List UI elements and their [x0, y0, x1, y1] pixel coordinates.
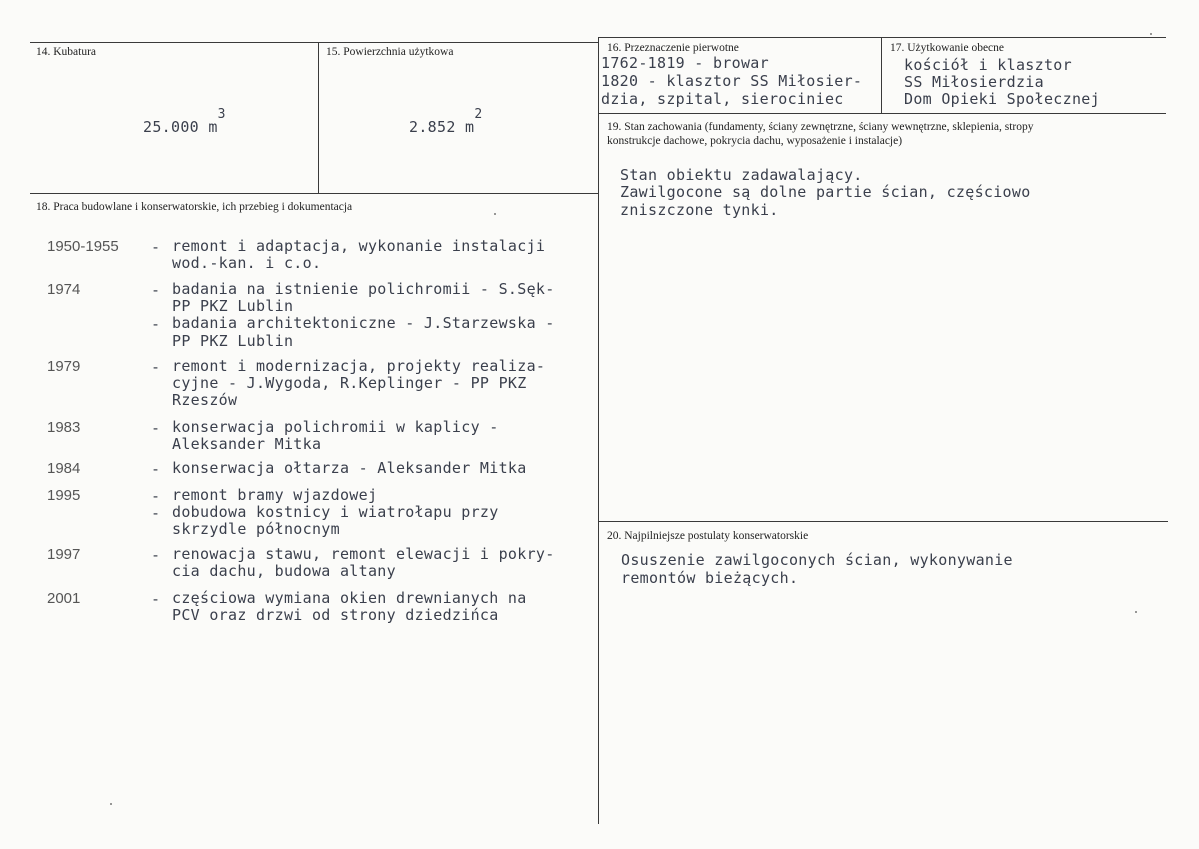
field18-year: 1983	[47, 419, 81, 436]
field18-item-line: PCV oraz drzwi od strony dziedzińca	[172, 606, 499, 625]
field20-label: 20. Najpilniejsze postulaty konserwatorskie	[607, 530, 809, 542]
field18-item-line: remont i adaptacja, wykonanie instalacji	[172, 237, 546, 255]
field18-item-line: Aleksander Mitka	[172, 435, 322, 454]
field14-value	[143, 107, 226, 137]
field17-line-3: Dom Opieki Społecznej	[904, 90, 1100, 108]
field20-line-1: Osuszenie zawilgoconych ścian, wykonywanie	[621, 551, 1013, 569]
field18-year: 1995	[47, 487, 81, 504]
rule-under-19	[599, 521, 1168, 522]
field18-year: 1950-1955	[47, 238, 119, 255]
field19-label-line-1: 19. Stan zachowania (fundamenty, ściany zewnętrzne, ściany wewnętrzne, sklepienia, stropy	[607, 121, 1034, 133]
rule-under-14-15	[30, 193, 598, 194]
field18-bullet-dash: -	[151, 358, 161, 376]
field18-bullet-dash: -	[151, 487, 161, 505]
field19-label-line-2: konstrukcje dachowe, pokrycia dachu, wyposażenie i instalacje)	[607, 135, 903, 147]
field18-item-line: PP PKZ Lublin	[172, 297, 294, 316]
field19-line-2: Zawilgocone są dolne partie ścian, częściowo	[620, 183, 1031, 201]
field18-item-line: konserwacja ołtarza - Aleksander Mitka	[172, 459, 527, 477]
field18-bullet-dash: -	[151, 546, 161, 564]
scan-speck	[110, 803, 112, 805]
field18-year: 1984	[47, 460, 81, 477]
field18-bullet-dash: -	[151, 419, 161, 437]
field16-label: 16. Przeznaczenie pierwotne	[607, 42, 739, 54]
field14-number: 25.000 m	[143, 118, 218, 136]
field18-bullet-dash: -	[151, 590, 161, 608]
field18-item-line: remont bramy wjazdowej	[172, 486, 378, 504]
field18-item-line: remont i modernizacja, projekty realiza-	[172, 357, 546, 375]
field18-item-line: cia dachu, budowa altany	[172, 562, 396, 581]
field18-label: 18. Praca budowlane i konserwatorskie, ich przebieg i dokumentacja	[36, 201, 353, 213]
field14-label: 14. Kubatura	[36, 46, 97, 58]
field19-line-3: zniszczone tynki.	[620, 201, 779, 219]
field15-number: 2.852 m	[409, 118, 475, 136]
field16-line-3: dzia, szpital, sierociniec	[601, 90, 844, 108]
field18-item-line: konserwacja polichromii w kaplicy -	[172, 418, 499, 436]
field18-item-line: dobudowa kostnicy i wiatrołapu przy	[172, 503, 499, 522]
field18-item-line: badania na istnienie polichromii - S.Sęk-	[172, 280, 555, 298]
field17-label: 17. Użytkowanie obecne	[890, 42, 1005, 54]
field18-bullet-dash: -	[151, 281, 161, 299]
field18-item-line: badania architektoniczne - J.Starzewska -	[172, 314, 555, 333]
field18-bullet-dash: -	[151, 315, 161, 334]
field14-exponent: 3	[217, 107, 226, 122]
field18-year: 2001	[47, 590, 81, 607]
field18-item-line: PP PKZ Lublin	[172, 331, 294, 350]
field18-bullet-dash: -	[151, 504, 161, 523]
field18-item-line: skrzydle północnym	[172, 520, 340, 539]
scan-speck	[1135, 611, 1137, 613]
field18-year: 1979	[47, 358, 81, 375]
divider-14-15	[318, 42, 319, 194]
scan-speck	[494, 213, 496, 215]
field15-label: 15. Powierzchnia użytkowa	[326, 46, 454, 58]
field18-item-line: renowacja stawu, remont elewacji i pokry-	[172, 545, 555, 563]
field20-line-2: remontów bieżących.	[621, 569, 799, 587]
field18-item-line: Rzeszów	[172, 391, 238, 410]
field18-item-line: wod.-kan. i c.o.	[172, 254, 322, 273]
field15-value	[409, 107, 483, 137]
field18-bullet-dash: -	[151, 460, 161, 478]
divider-main	[598, 37, 599, 824]
field17-line-1: kościół i klasztor	[904, 56, 1072, 74]
top-rule-left	[30, 42, 598, 43]
field18-item-line: cyjne - J.Wygoda, R.Keplinger - PP PKZ	[172, 374, 527, 393]
field17-line-2: SS Miłosierdzia	[904, 73, 1044, 91]
field16-line-1: 1762-1819 - browar	[601, 54, 769, 72]
field16-line-2: 1820 - klasztor SS Miłosier-	[601, 72, 863, 90]
field18-item-line: częściowa wymiana okien drewnianych na	[172, 589, 527, 607]
field18-year: 1974	[47, 281, 81, 298]
field18-year: 1997	[47, 546, 81, 563]
rule-under-16-17	[599, 113, 1166, 114]
divider-16-17	[881, 37, 882, 114]
top-rule-right	[599, 37, 1166, 38]
field19-line-1: Stan obiektu zadawalający.	[620, 166, 863, 184]
field15-exponent: 2	[474, 107, 483, 122]
scan-speck	[1150, 33, 1152, 35]
field18-bullet-dash: -	[151, 238, 161, 256]
